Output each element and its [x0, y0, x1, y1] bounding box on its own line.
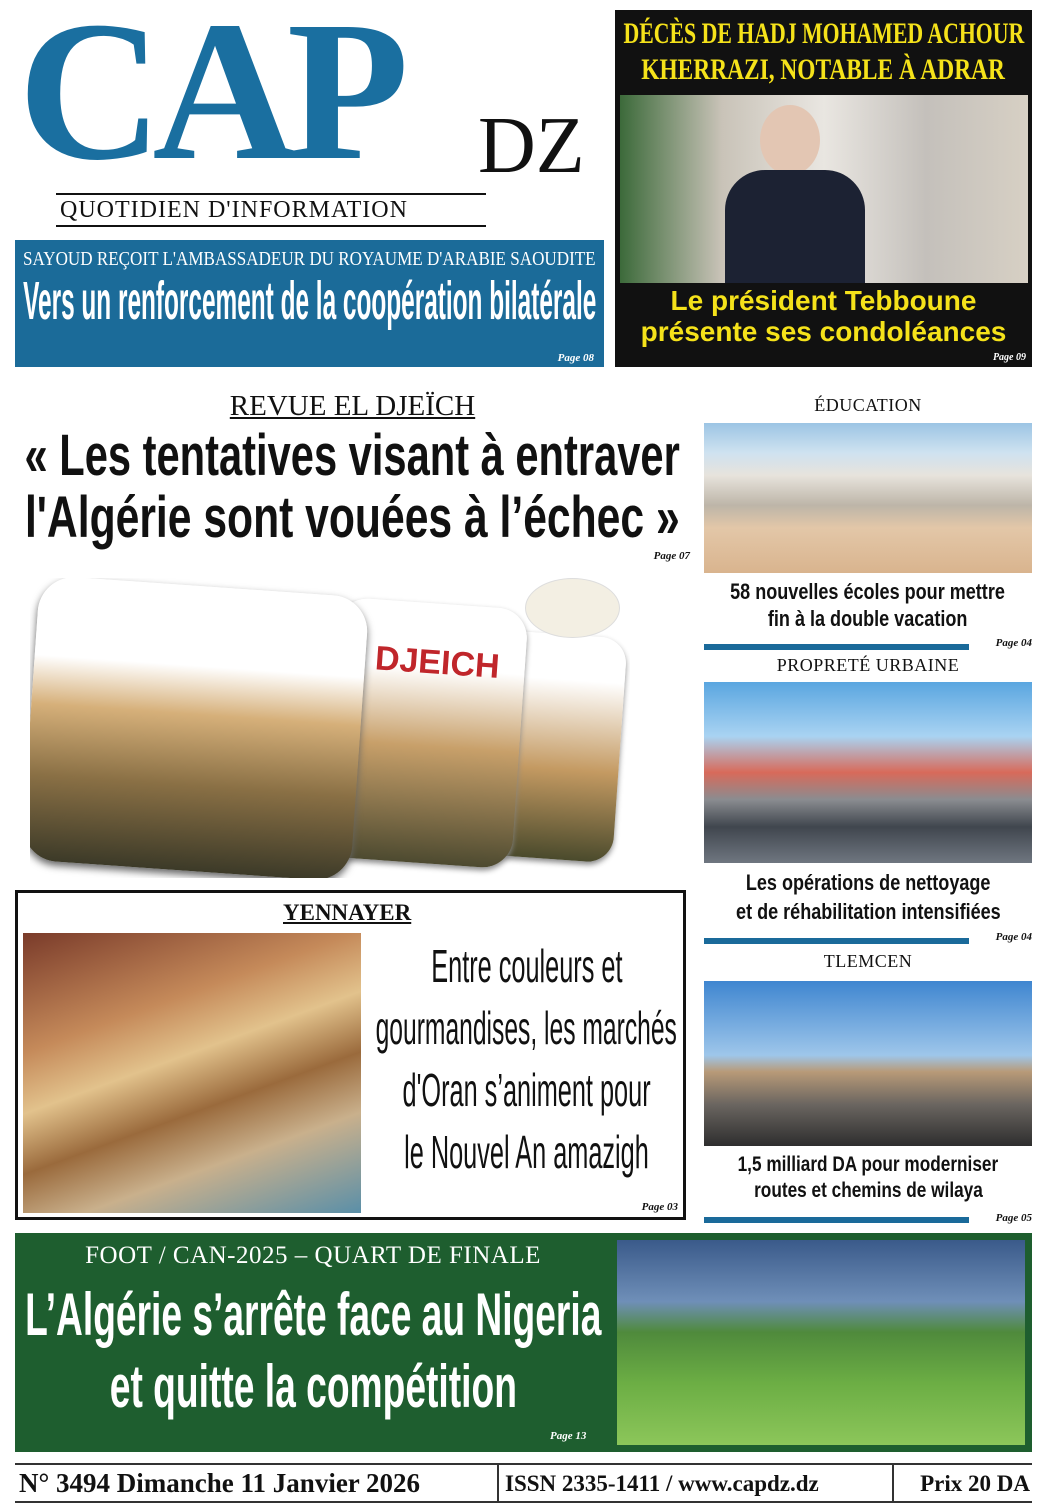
- kicker: DÉCÈS DE HADJ MOHAMED ACHOUR: [623, 17, 1024, 50]
- headline: l'Algérie sont vouées à l’échec »: [25, 485, 680, 550]
- article-tebboune[interactable]: [615, 10, 1032, 367]
- magazine-covers-image: [30, 578, 630, 878]
- market-photo: [23, 933, 361, 1213]
- headline: Vers un renforcement de la coopération bilatérale: [22, 271, 597, 331]
- article-can-2025[interactable]: [15, 1233, 1032, 1452]
- article-sayoud[interactable]: [15, 240, 604, 367]
- page-ref: Page 07: [653, 550, 690, 562]
- divider: [56, 193, 486, 195]
- issn-website[interactable]: ISSN 2335-1411 / www.capdz.dz: [505, 1471, 819, 1496]
- article-proprete[interactable]: [704, 654, 1032, 949]
- headline: et de réhabilitation intensifiées: [735, 899, 1001, 924]
- kicker: FOOT / CAN-2025 – QUART DE FINALE: [85, 1242, 541, 1269]
- kicker: KHERRAZI, NOTABLE À ADRAR: [641, 53, 1006, 86]
- headline: Les opérations de nettoyage: [745, 870, 991, 895]
- page-ref: Page 08: [557, 352, 594, 364]
- magazine-title: DJEICH: [373, 639, 501, 686]
- footer: [15, 1463, 1032, 1503]
- headline: Le président Tebboune: [670, 285, 977, 316]
- divider: [56, 225, 486, 227]
- issue-date: N° 3494 Dimanche 11 Janvier 2026: [19, 1468, 421, 1498]
- headline: 1,5 milliard DA pour moderniser: [737, 1153, 999, 1176]
- page-ref: Page 05: [995, 1212, 1032, 1224]
- page-ref: Page 09: [992, 352, 1026, 363]
- section-label: PROPRETÉ URBAINE: [776, 655, 960, 675]
- headline: présente ses condoléances: [640, 316, 1007, 347]
- tagline: QUOTIDIEN D'INFORMATION: [60, 197, 408, 223]
- section-label: ÉDUCATION: [814, 395, 922, 415]
- page-ref: Page 04: [995, 931, 1032, 943]
- masthead-logo[interactable]: [18, 0, 608, 232]
- kicker: SAYOUD REÇOIT L'AMBASSADEUR DU ROYAUME D'ARABIE SAOUDITE: [23, 248, 596, 270]
- headline: Entre couleurs et: [430, 940, 623, 992]
- article-education[interactable]: [704, 392, 1032, 652]
- headline: et quitte la compétition: [109, 1353, 517, 1420]
- page-ref: Page 04: [995, 637, 1032, 649]
- page-ref: Page 03: [641, 1201, 678, 1213]
- cleaning-photo: [704, 682, 1032, 863]
- logo-suffix: DZ: [478, 102, 585, 190]
- tebboune-photo: [620, 95, 1028, 283]
- schools-photo: [704, 423, 1032, 573]
- kicker: REVUE EL DJEÏCH: [229, 390, 476, 422]
- football-photo: [617, 1240, 1025, 1445]
- page-ref: Page 13: [550, 1430, 587, 1442]
- headline: « Les tentatives visant à entraver: [24, 423, 681, 488]
- section-label: TLEMCEN: [823, 951, 913, 971]
- road-photo: [704, 981, 1032, 1146]
- article-tlemcen[interactable]: [704, 950, 1032, 1230]
- headline: fin à la double vacation: [768, 606, 968, 631]
- logo-text: CAP: [18, 0, 400, 202]
- price: Prix 20 DA: [920, 1471, 1030, 1496]
- headline: routes et chemins de wilaya: [753, 1179, 983, 1202]
- headline: gourmandises, les marchés: [375, 1002, 678, 1054]
- kicker: YENNAYER: [283, 900, 412, 925]
- headline: d'Oran s’animent pour: [402, 1064, 651, 1116]
- headline: L’Algérie s’arrête face au Nigeria: [24, 1281, 602, 1348]
- article-yennayer[interactable]: [15, 890, 686, 1220]
- article-djeich[interactable]: [15, 390, 690, 560]
- headline: le Nouvel An amazigh: [404, 1126, 649, 1178]
- headline: 58 nouvelles écoles pour mettre: [730, 579, 1006, 604]
